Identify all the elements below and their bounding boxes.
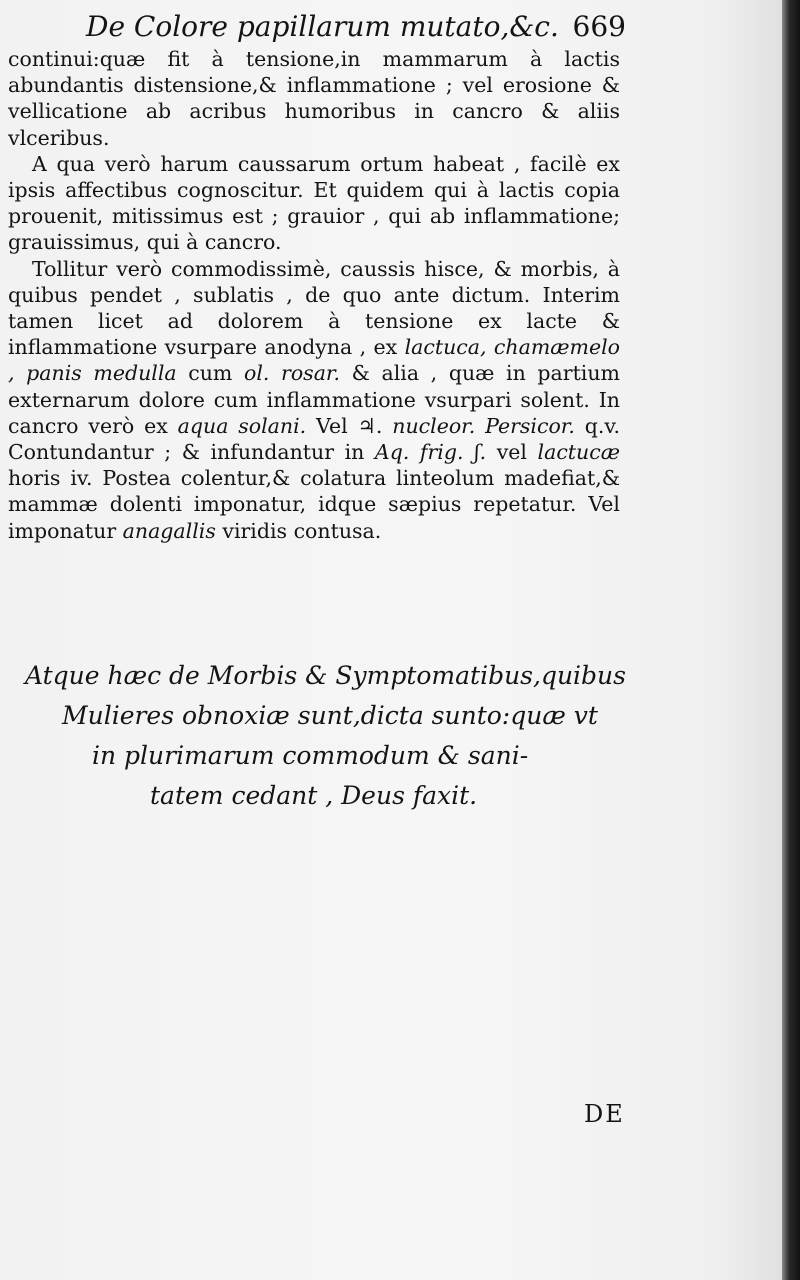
running-title: De Colore papillarum mutato,&c. <box>86 10 559 43</box>
catchword: DE <box>584 1100 625 1128</box>
page-number: 669 <box>572 10 626 43</box>
paragraph <box>8 151 620 256</box>
text-segment: continui:quæ fit à tensione,in mammarum à lactis abundantis distensione,& inflammatione ; vel erosione & vellicatione ab acribus humoribus in cancro & aliis vlceribus. <box>8 47 620 150</box>
text-segment: Vel ♃. <box>306 413 393 438</box>
text-segment: & alia , quæ in partium externarum dolore cum inflammatione vsurpari solent. In cancro verò ex <box>8 361 621 438</box>
text-segment: horis iv. Postea colentur,& colatura linteolum madefiat,& mammæ dolenti imponatur, idque sæpius repetatur. Vel imponatur <box>8 466 620 543</box>
running-header <box>86 10 626 50</box>
italic-term: lactuca, chamæmelo , panis medulla <box>8 335 620 386</box>
italic-term: aqua solani. <box>177 413 307 438</box>
text-segment: vel <box>486 440 538 465</box>
italic-term: Aq. frig. ʃ. <box>374 440 487 465</box>
italic-term: nucleor. Persicor. <box>392 413 575 438</box>
closing-line: Mulieres obnoxiæ sunt,dicta sunto:quæ vt <box>62 701 598 730</box>
italic-term: ol. rosar. <box>244 361 340 386</box>
italic-term: lactucæ <box>537 440 620 465</box>
page-edge-shadow <box>782 0 800 1280</box>
text-segment: q.v. Contundantur ; & infundantur in <box>8 413 621 465</box>
paragraph <box>8 46 620 151</box>
italic-term: anagallis <box>122 518 216 543</box>
closing-line: Atque hæc de Morbis & Symptomatibus,quibus <box>24 661 626 690</box>
closing-line: tatem cedant , Deus faxit. <box>150 781 478 810</box>
text-segment: Tollitur verò commodissimè, caussis hisce, & morbis, à quibus pendet , sublatis , de quo ante dictum. Interim tamen licet ad dolorem à tensione ex lacte & inflammatione vsurpare anodyna , ex <box>8 256 620 360</box>
closing-line: in plurimarum commodum & sani- <box>92 741 529 770</box>
text-segment: A qua verò harum caussarum ortum habeat , facilè ex ipsis affectibus cognoscitur. Et quidem qui à lactis copia prouenit, mitissimus est ; grauior , qui ab inflammatione; grauissimus, qui à cancro. <box>8 151 620 255</box>
closing-statement <box>10 656 626 816</box>
text-segment: cum <box>176 361 244 386</box>
text-segment: viridis contusa. <box>215 518 382 543</box>
paragraph <box>8 256 620 544</box>
body-text <box>8 46 620 544</box>
